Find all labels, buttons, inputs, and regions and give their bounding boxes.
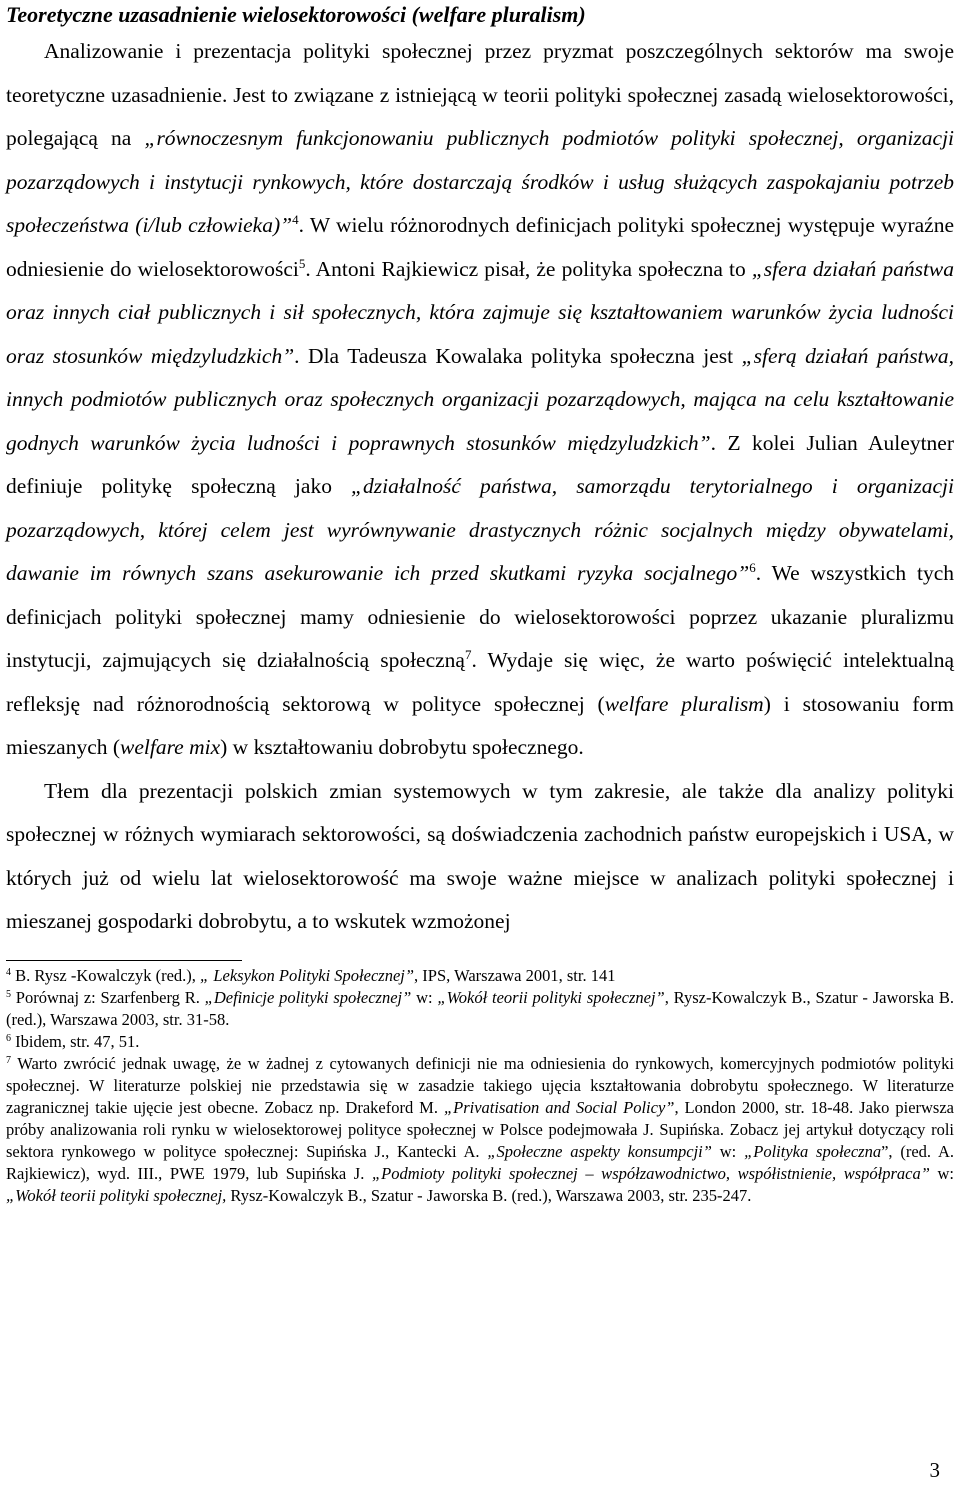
footnote-ref: 6 (749, 560, 756, 575)
italic-run: welfare pluralism (604, 691, 764, 716)
text-run: . W wielu różnorodnych definicjach polityki społecznej występuje wyraźne odniesienie do wielosektorowości (6, 213, 954, 281)
footnote-ref: 4 (6, 966, 11, 978)
text-run: Ibidem, str. 47, 51. (11, 1031, 140, 1051)
italic-run: „ Leksykon Polityki Społecznej” (200, 965, 415, 985)
italic-run: „sfera działań państwa oraz innych ciał publicznych i sił społecznych, która zajmuje się kształtowaniem warunków życia ludności oraz stosunków międzyludzkich” (6, 256, 955, 368)
text-run: . Dla Tadeusza Kowalaka polityka społeczna jest (294, 343, 742, 368)
italic-run: „Wokół teorii polityki społecznej” (437, 987, 665, 1007)
footnote-ref: 6 (6, 1032, 11, 1044)
italic-run: „równoczesnym funkcjonowaniu publicznych podmiotów polityki społecznej, organizacji pozarządowych i instytucji rynkowych, które dostarczają środków i usług służących zaspokajaniu potrzeb społeczeństwa (i/lub człowieka)” (6, 126, 955, 237)
italic-run: „działalność państwa, samorządu terytorialnego i organizacji pozarządowych, której celem jest wyrównywanie drastycznych różnic socjalnych między obywatelami, dawanie im równych szans asekurowanie ich przed skutkami ryzyka socjalnego” (6, 474, 954, 585)
text-run: Rysz-Kowalczyk B., Szatur - Jaworska B. (red.), Warszawa 2003, str. 235-247. (226, 1185, 752, 1205)
italic-run: „Społeczne aspekty konsumpcji” (487, 1141, 712, 1161)
section-heading: Teoretyczne uzasadnienie wielosektorowości (welfare pluralism) (6, 2, 586, 27)
italic-run: „Privatisation and Social Policy” (443, 1097, 675, 1117)
footnote-6 (6, 1031, 954, 1053)
footnote-ref: 7 (6, 1054, 11, 1066)
text-run: w: (929, 1163, 954, 1183)
italic-run: „Wokół teorii polityki społecznej, (6, 1185, 227, 1205)
italic-run: „Polityka społeczna (744, 1141, 882, 1161)
page-number: 3 (929, 1458, 940, 1482)
text-run: ”, (red. A. Rajkiewicz), wyd. III., PWE 1979, lub Supińska J. (6, 1141, 954, 1183)
text-run: , Rysz-Kowalczyk B., Szatur - Jaworska B. (red.), Warszawa 2003, str. 31-58. (6, 987, 955, 1029)
text-run: . We wszystkich tych definicjach polityki społecznej mamy odniesienie do wielosektorowości poprzez ukazanie pluralizmu instytucji, zajmujących się działalnością społeczną (6, 561, 954, 672)
text-run: . Wydaje się więc, że warto poświęcić intelektualną refleksję nad różnorodnością sektorową w polityce społecznej ( (6, 648, 955, 716)
footnote-5 (6, 987, 954, 1031)
paragraph-2 (6, 770, 954, 944)
italic-run: welfare mix (120, 735, 221, 759)
text-run: w: (411, 987, 438, 1007)
text-run: . Antoni Rajkiewicz pisał, że polityka społeczna to (305, 256, 752, 281)
footnote-ref: 4 (292, 212, 299, 227)
text-run: B. Rysz -Kowalczyk (red.), (11, 965, 201, 985)
italic-run: „Definicje polityki społecznej” (204, 987, 412, 1007)
text-run: Porównaj z: Szarfenberg R. (11, 987, 205, 1007)
text-run: ) w kształtowaniu dobrobytu społecznego. (220, 735, 584, 759)
footnote-4 (6, 965, 954, 987)
footnotes (6, 965, 954, 1207)
text-run: . Z kolei Julian Auleytner definiuje politykę społeczną jako (6, 430, 954, 498)
text-run: w: (711, 1141, 745, 1161)
footnote-ref: 5 (298, 255, 306, 271)
italic-run: „Podmioty polityki społecznej – współzawodnictwo, współistnienie, współpraca” (371, 1163, 930, 1183)
italic-run: „sferą działań państwa, innych podmiotów publicznych oraz społecznych organizacji pozarządowych, mająca na celu kształtowanie godnych warunków życia ludności i poprawnych stosunków międzyludzkich” (6, 343, 955, 455)
text-run: Tłem dla prezentacji polskich zmian systemowych w tym zakresie, ale także dla analizy polityki społecznej w różnych wymiarach sektorowości, są doświadczenia zachodnich państw europejskich i USA, w których już od wielu lat wielosektorowość ma swoje ważne miejsce w analizach polityki społecznej i mieszanej gospodarki dobrobytu, a to wskutek wzmożonej (6, 778, 954, 933)
text-run: Warto zwrócić jednak uwagę, że w żadnej z cytowanych definicji nie ma odniesienia do rynkowych, komercyjnych podmiotów polityki społecznej. W literaturze polskiej nie przedstawia się w zasadzie takiego ujęcia kształtowania dobrobytu społecznego. W literaturze zagranicznej takie ujęcie jest obecne. Zobacz np. Drakeford M. (6, 1053, 954, 1117)
text-run: ) i stosowaniu form mieszanych ( (6, 691, 954, 759)
text-run: , London 2000, str. 18-48. Jako pierwsza próby analizowania roli rynku w wielosektorowej polityce społecznej w Polsce podejmowała J. Supińska. Zobacz jej artykuł dotyczący roli sektora rynkowego w polityce społecznej: Supińska J., Kantecki A. (6, 1097, 954, 1161)
footnote-separator (6, 960, 242, 961)
paragraph-1 (6, 30, 954, 770)
text-run: , IPS, Warszawa 2001, str. 141 (414, 965, 616, 985)
footnote-ref: 7 (464, 647, 472, 662)
text-run: Analizowanie i prezentacja polityki społecznej przez pryzmat poszczególnych sektorów ma swoje teoretyczne uzasadnienie. Jest to związane z istniejącą w teorii polityki społecznej zasadą wielosektorowości, polegającą na (6, 39, 954, 150)
footnote-7 (6, 1053, 954, 1207)
footnote-ref: 5 (6, 988, 11, 1000)
